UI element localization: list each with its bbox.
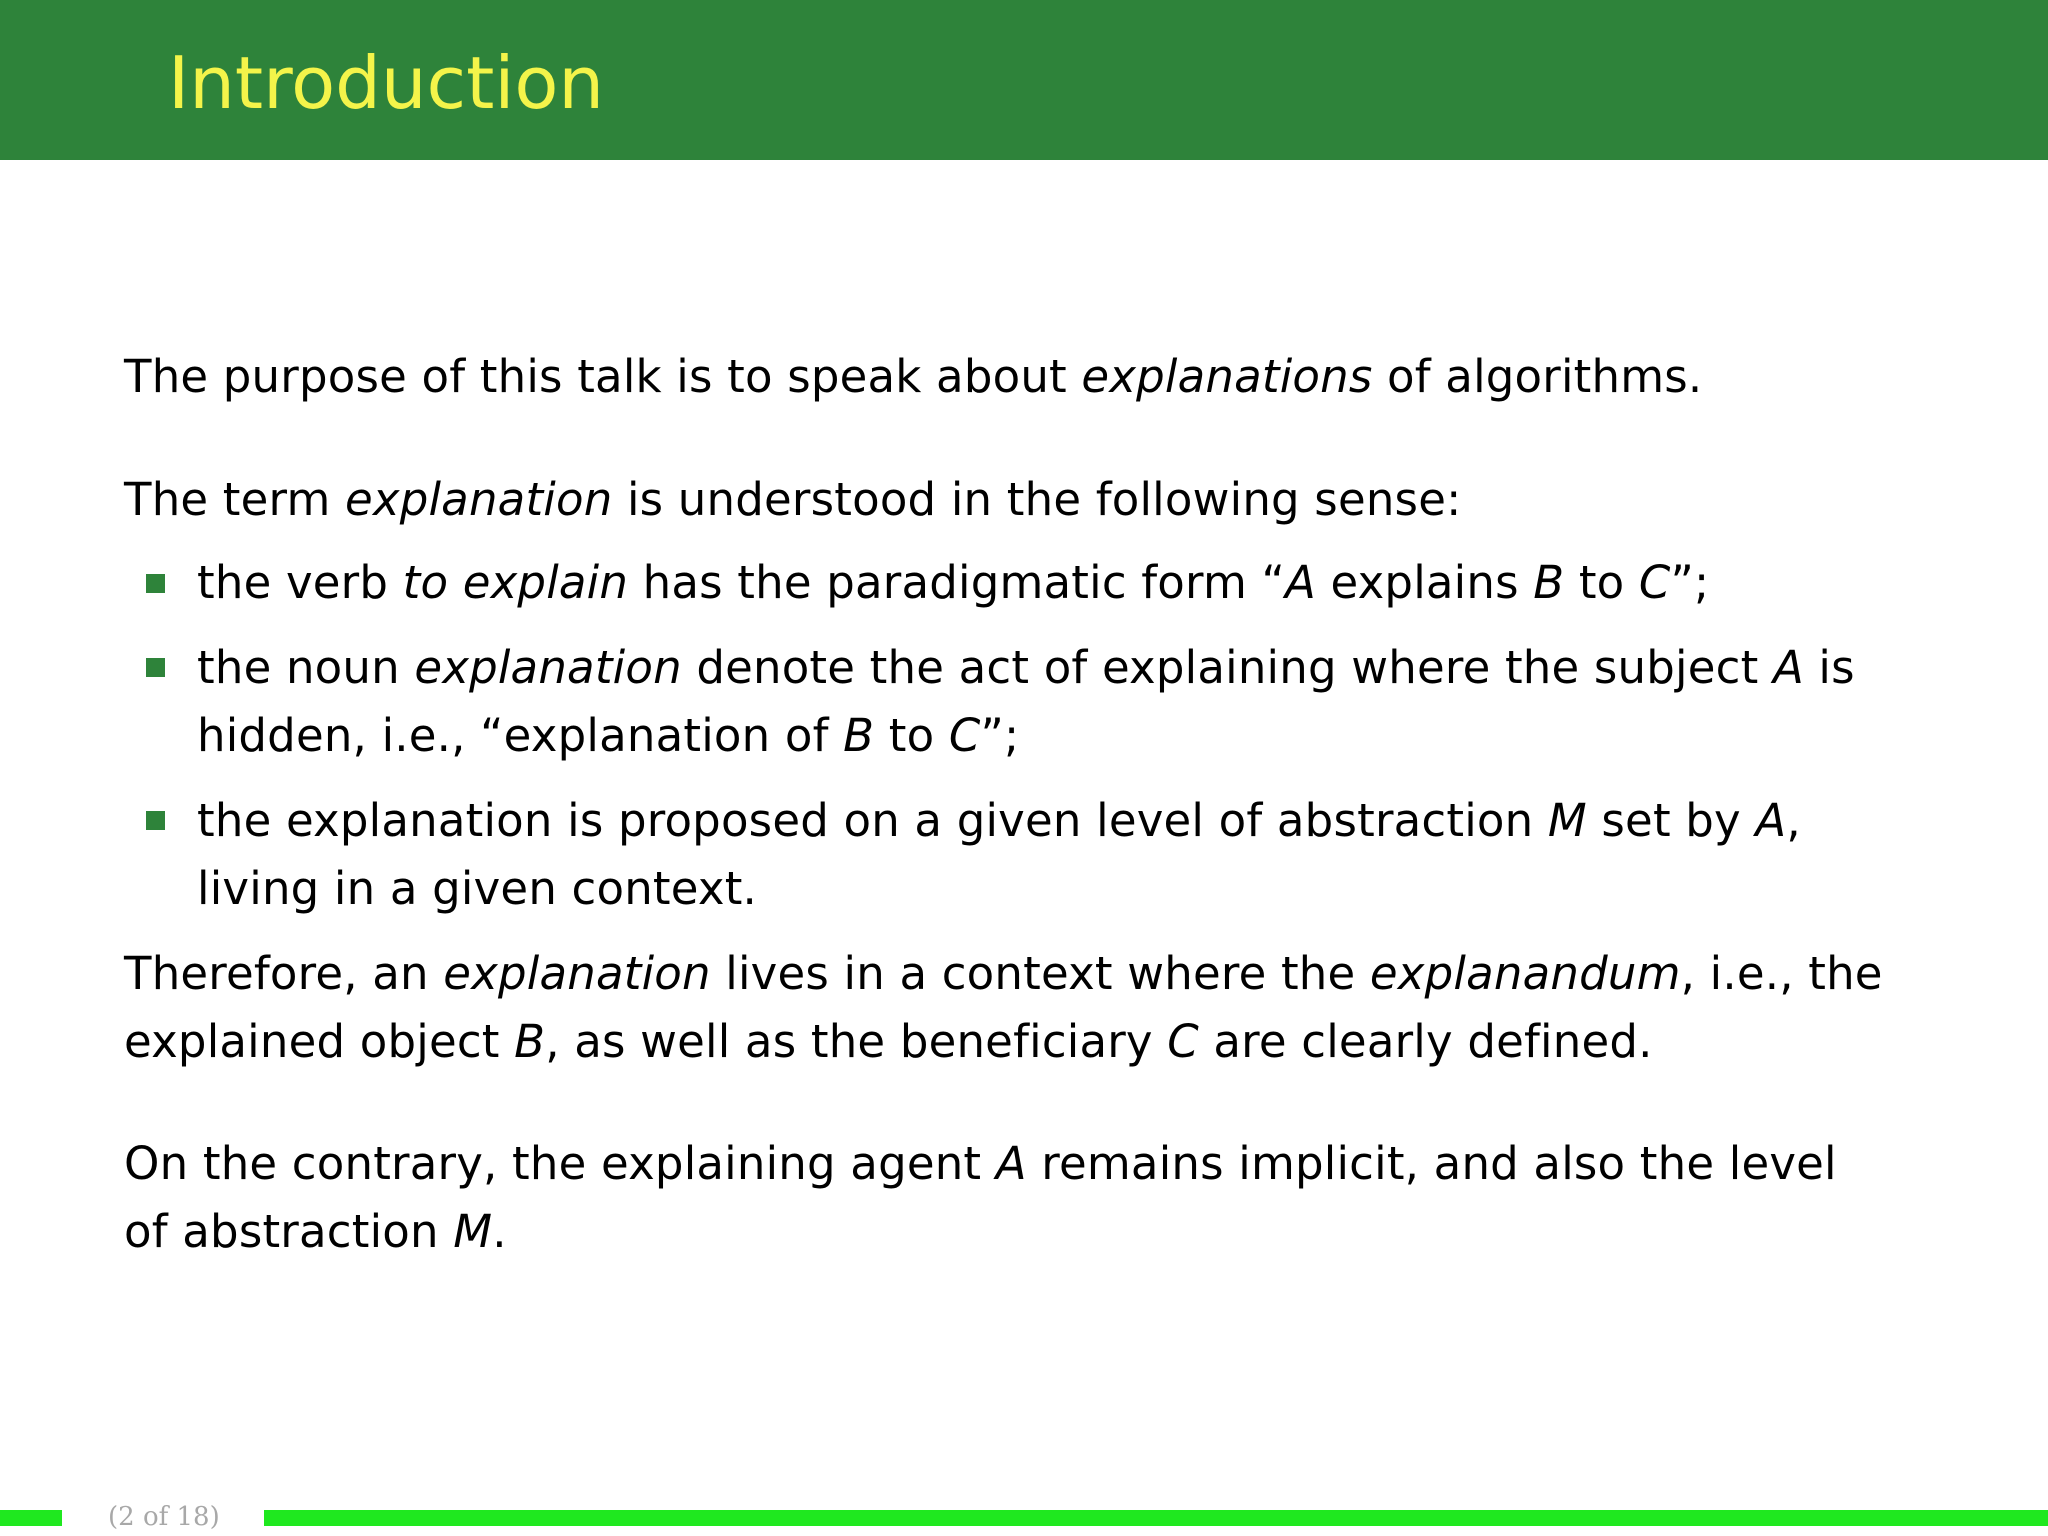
bullet-level-of-abstraction-line2: living in a given context. (197, 862, 758, 915)
bullet-level-of-abstraction-line1: the explanation is proposed on a given level of abstraction M set by A, (197, 794, 1801, 847)
paragraph-term-definition: The term explanation is understood in the following sense: (124, 473, 1462, 526)
paragraph-therefore-line1: Therefore, an explanation lives in a context where the explanandum, i.e., the (124, 947, 1883, 1000)
footer-progress-bar-left (0, 1510, 62, 1526)
slide-title: Introduction (168, 41, 605, 125)
footer-progress-bar-right (264, 1510, 2048, 1526)
paragraph-therefore-line2: explained object B, as well as the beneficiary C are clearly defined. (124, 1015, 1653, 1068)
page-counter: (2 of 18) (108, 1502, 220, 1532)
bullet-verb-to-explain: the verb to explain has the paradigmatic form “A explains B to C”; (197, 556, 1710, 609)
bullet-marker (146, 811, 165, 830)
bullet-marker (146, 574, 165, 593)
slide-header (0, 0, 2048, 160)
paragraph-contrary-line2: of abstraction M. (124, 1205, 507, 1258)
bullet-noun-explanation-line2: hidden, i.e., “explanation of B to C”; (197, 709, 1020, 762)
paragraph-contrary-line1: On the contrary, the explaining agent A remains implicit, and also the level (124, 1137, 1837, 1190)
paragraph-purpose: The purpose of this talk is to speak about explanations of algorithms. (124, 350, 1703, 403)
bullet-marker (146, 658, 165, 677)
bullet-noun-explanation-line1: the noun explanation denote the act of explaining where the subject A is (197, 641, 1855, 694)
